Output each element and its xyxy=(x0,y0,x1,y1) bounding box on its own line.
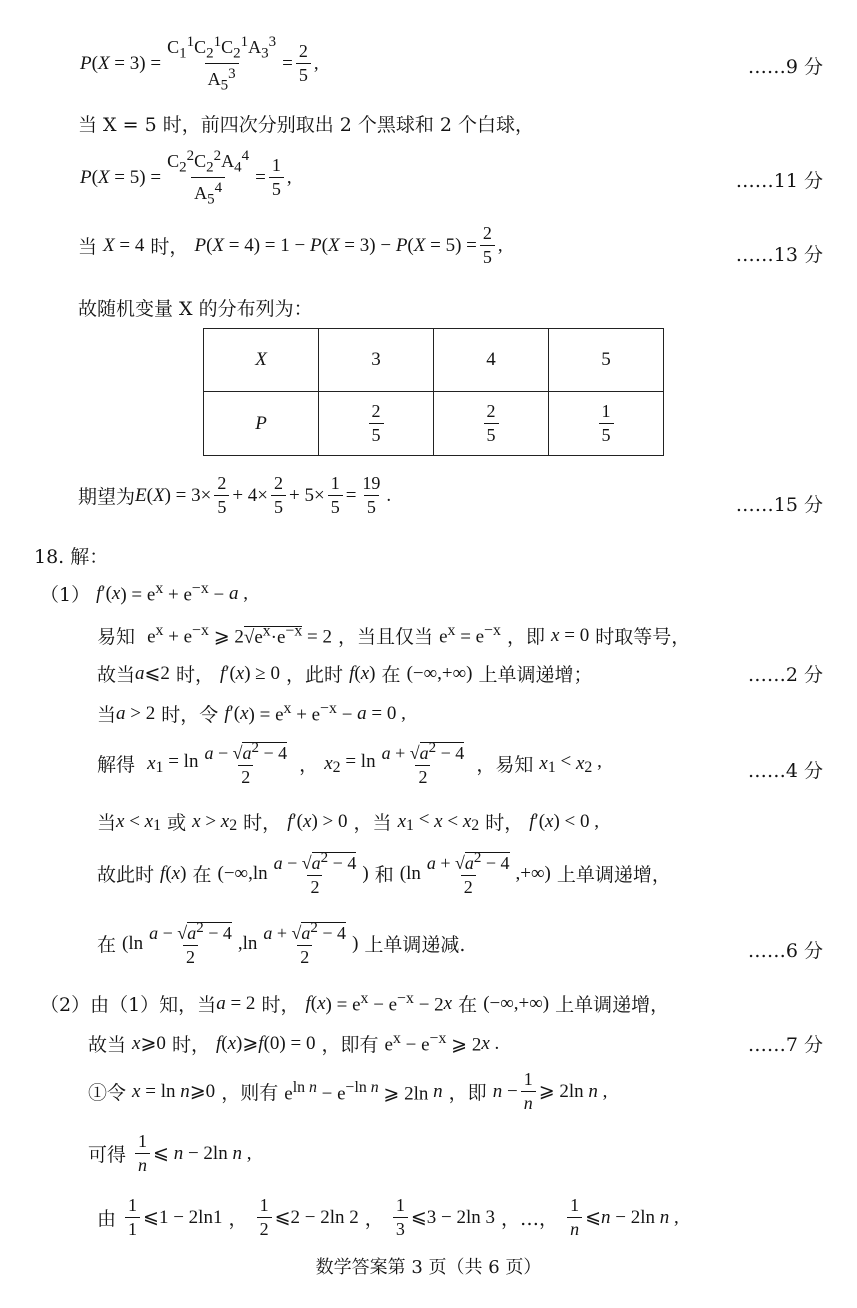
line-5: 故随机变量 X 的分布列为： xyxy=(78,298,313,320)
table-row-p xyxy=(204,392,664,456)
line-16: （2）由（1）知，当 a = 2 时， f ( x ) = $e^x - e^{-x} - 2$ x 在 (−∞,+∞) 上单调递增， xyxy=(40,990,670,1016)
table-cell-p-4: $\frac{2}{5}$ xyxy=(434,392,549,456)
page-footer: 数学答案第 3 页（共 6 页） xyxy=(315,1257,542,1278)
line-18: ①令 x = ln n ⩾0 ，则有 $e^{ln n} - e^{-ln n}$ ⩾ 2ln n ，即 n − $\frac{1}{n}$ ⩾ 2ln n , xyxy=(88,1069,608,1113)
line-13: 当 x < x $_1$ 或 x > x $_2$ 时， f ′( x ) > 0 ，当 x $_1$ < x < x $_2$ 时， f ′( x ) < 0 , xyxy=(97,808,600,834)
table-cell-p-5: $\frac{1}{5}$ xyxy=(549,392,664,456)
line-2: 当 X = 5 时，前四次分别取出 2 个黑球和 2 个白球， xyxy=(78,114,535,136)
line-4: 当 X = 4 时， P ( X = 4) = 1 − P ( X = 3) − P ( X = 5) = $\frac{2}{5}$ , xyxy=(78,223,503,267)
score-4: ……4 分 xyxy=(747,760,823,782)
score-11: ……11 分 xyxy=(735,170,823,192)
line-17: 故当 x ⩾0 时， f ( x )⩾ f (0) = 0 ，即有 $e^x - e^{-x}$ ⩾ 2 x . xyxy=(88,1030,500,1056)
score-9: ……9 分 xyxy=(747,56,823,78)
table-cell-x-5: 5 xyxy=(549,329,664,392)
table-row-x xyxy=(204,329,664,392)
score-7: ……7 分 xyxy=(747,1034,823,1056)
line-15: 在 (ln $\frac{a - √a^2 - 4}{2}$ ,ln $\frac{a + √a^2 - 4}{2}$ ) 上单调递减. xyxy=(97,920,466,967)
score-6: ……6 分 xyxy=(747,940,823,962)
line-6: 期望为 E ( X ) = 3× $\frac{2}{5}$ + 4× $\frac{2}{5}$ + 5× $\frac{1}{5}$ = $\frac{19}{5}$ . xyxy=(78,473,392,517)
line-3: P ( X = 5) = $\frac{C_2^2C_2^2A_4^4}{A_5^4}$ = $\frac{1}{5}$ , xyxy=(80,148,292,208)
line-7: 18. 解： xyxy=(34,546,109,568)
line-19: 可得 $\frac{1}{n}$ ⩽ n − 2ln n , xyxy=(88,1131,252,1175)
line-8: （1） f ′( x ) = $e^x + e^{-x}$ − a , xyxy=(40,580,248,606)
line-10: 故当 a ⩽2 时， f ′( x ) ≥ 0 ，此时 f ( x ) 在 (−∞,+∞) 上单调递增； xyxy=(97,662,593,686)
score-2: ……2 分 xyxy=(747,664,823,686)
table-cell-x-label: X xyxy=(204,329,319,392)
table-cell-x-3: 3 xyxy=(319,329,434,392)
table-cell-x-4: 4 xyxy=(434,329,549,392)
score-15: ……15 分 xyxy=(735,494,823,516)
distribution-table xyxy=(203,328,664,456)
line-12: 解得 x $_1$ = ln $\frac{a - √a^2 - 4}{2}$ ， x $_2$ = ln $\frac{a + √a^2 - 4}{2}$ ，易知 x $_1$ < x $_2$ , xyxy=(97,740,602,787)
table-cell-p-3: $\frac{2}{5}$ xyxy=(319,392,434,456)
line-14: 故此时 f ( x ) 在 (−∞,ln $\frac{a - √a^2 - 4}{2}$ ) 和 (ln $\frac{a + √a^2 - 4}{2}$ ,+∞) 上单调递增， xyxy=(97,850,671,897)
line-1: P ( X = 3) = $\frac{C_1^1C_2^1C_2^1A_3^3}{A_5^3}$ = $\frac{2}{5}$ , xyxy=(80,34,319,94)
table-cell-p-label: P xyxy=(204,392,319,456)
line-11: 当 a > 2 时，令 f ′( x ) = $e^x + e^{-x}$ − a = 0 , xyxy=(97,700,406,726)
score-13: ……13 分 xyxy=(735,244,823,266)
line-9: 易知 $e^x + e^{-x}$ ⩾ $2√e^x\cdot e^{-x} = 2$ ，当且仅当 $e^x = e^{-x}$ ，即 x = 0 时取等号， xyxy=(97,622,691,648)
line-20: 由 $\frac{1}{1}$ ⩽1 − 2ln1 ， $\frac{1}{2}$ ⩽2 − 2ln 2 ， $\frac{1}{3}$ ⩽3 − 2ln 3 ，…， $\frac{1}{n}$ ⩽ n − 2ln n , xyxy=(97,1195,679,1239)
